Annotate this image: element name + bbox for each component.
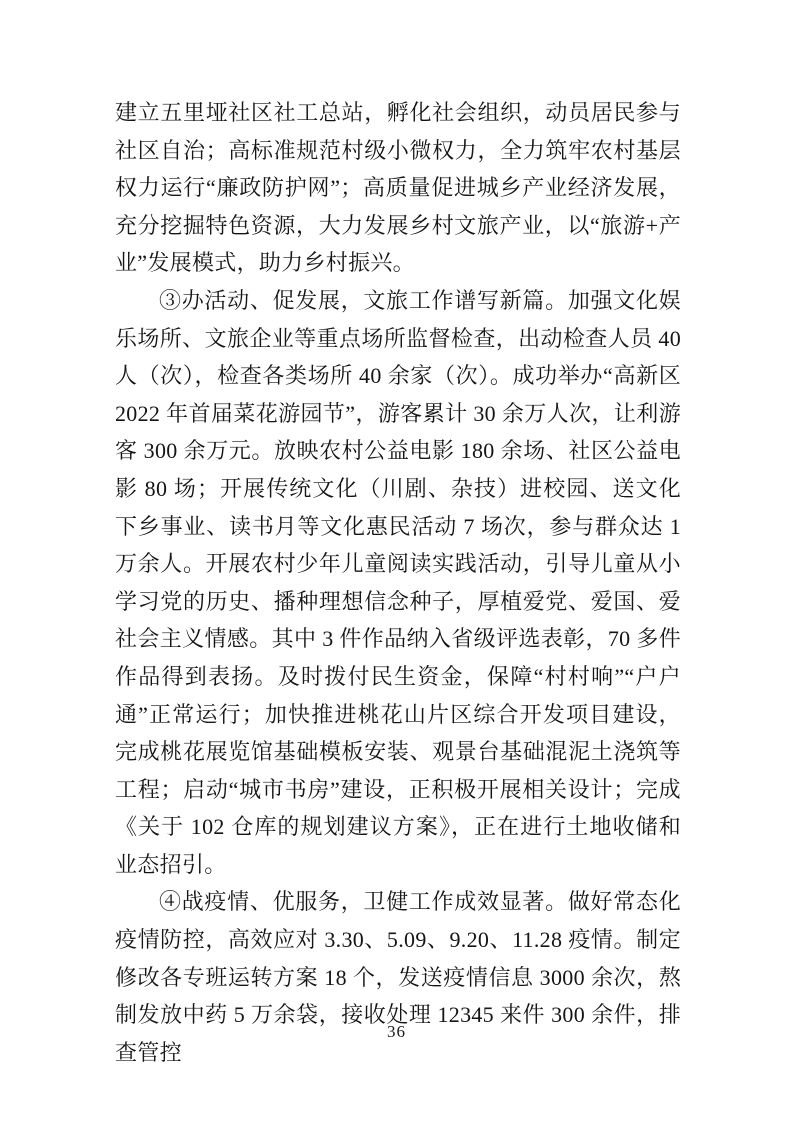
document-body bbox=[115, 94, 681, 1071]
paragraph-item-4: ④战疫情、优服务，卫健工作成效显著。做好常态化疫情防控，高效应对 3.30、5.09、9.20、11.28 疫情。制定修改各专班运转方案 18 个，发送疫情信息 3000 余次，熬制发放中药 5 万余袋，接收处理 12345 来件 300 余件，排查管控 bbox=[115, 889, 681, 1065]
paragraph-continuation: 建立五里垭社区社工总站，孵化社会组织，动员居民参与社区自治；高标准规范村级小微权力，全力筑牢农村基层权力运行“廉政防护网”；高质量促进城乡产业经济发展，充分挖掘特色资源，大力发展乡村文旅产业，以“旅游+产业”发展模式，助力乡村振兴。 bbox=[115, 100, 681, 276]
paragraph-item-3: ③办活动、促发展，文旅工作谱写新篇。加强文化娱乐场所、文旅企业等重点场所监督检查，出动检查人员 40 人（次），检查各类场所 40 余家（次）。成功举办“高新区 2022 年首届菜花游园节”，游客累计 30 余万人次，让利游客 300 余万元。放映农村公益电影 180 余场、社区公益电影 80 场；开展传统文化（川剧、杂技）进校园、送文化下乡事业、读书月等文化惠民活动 7 场次，参与群众达 1 万余人。开展农村少年儿童阅读实践活动，引导儿童从小学习党的历史、播种理想信念种子，厚植爱党、爱国、爱社会主义情感。其中 3 件作品纳入省级评选表彰，70 多件作品得到表扬。及时拨付民生资金，保障“村村响”“户户通”正常运行；加快推进桃花山片区综合开发项目建设，完成桃花展览馆基础模板安装、观景台基础混泥土浇筑等工程；启动“城市书房”建设，正积极开展相关设计；完成《关于 102 仓库的规划建议方案》，正在进行土地收储和业态招引。 bbox=[115, 287, 681, 877]
page-number: 36 bbox=[387, 1022, 406, 1041]
